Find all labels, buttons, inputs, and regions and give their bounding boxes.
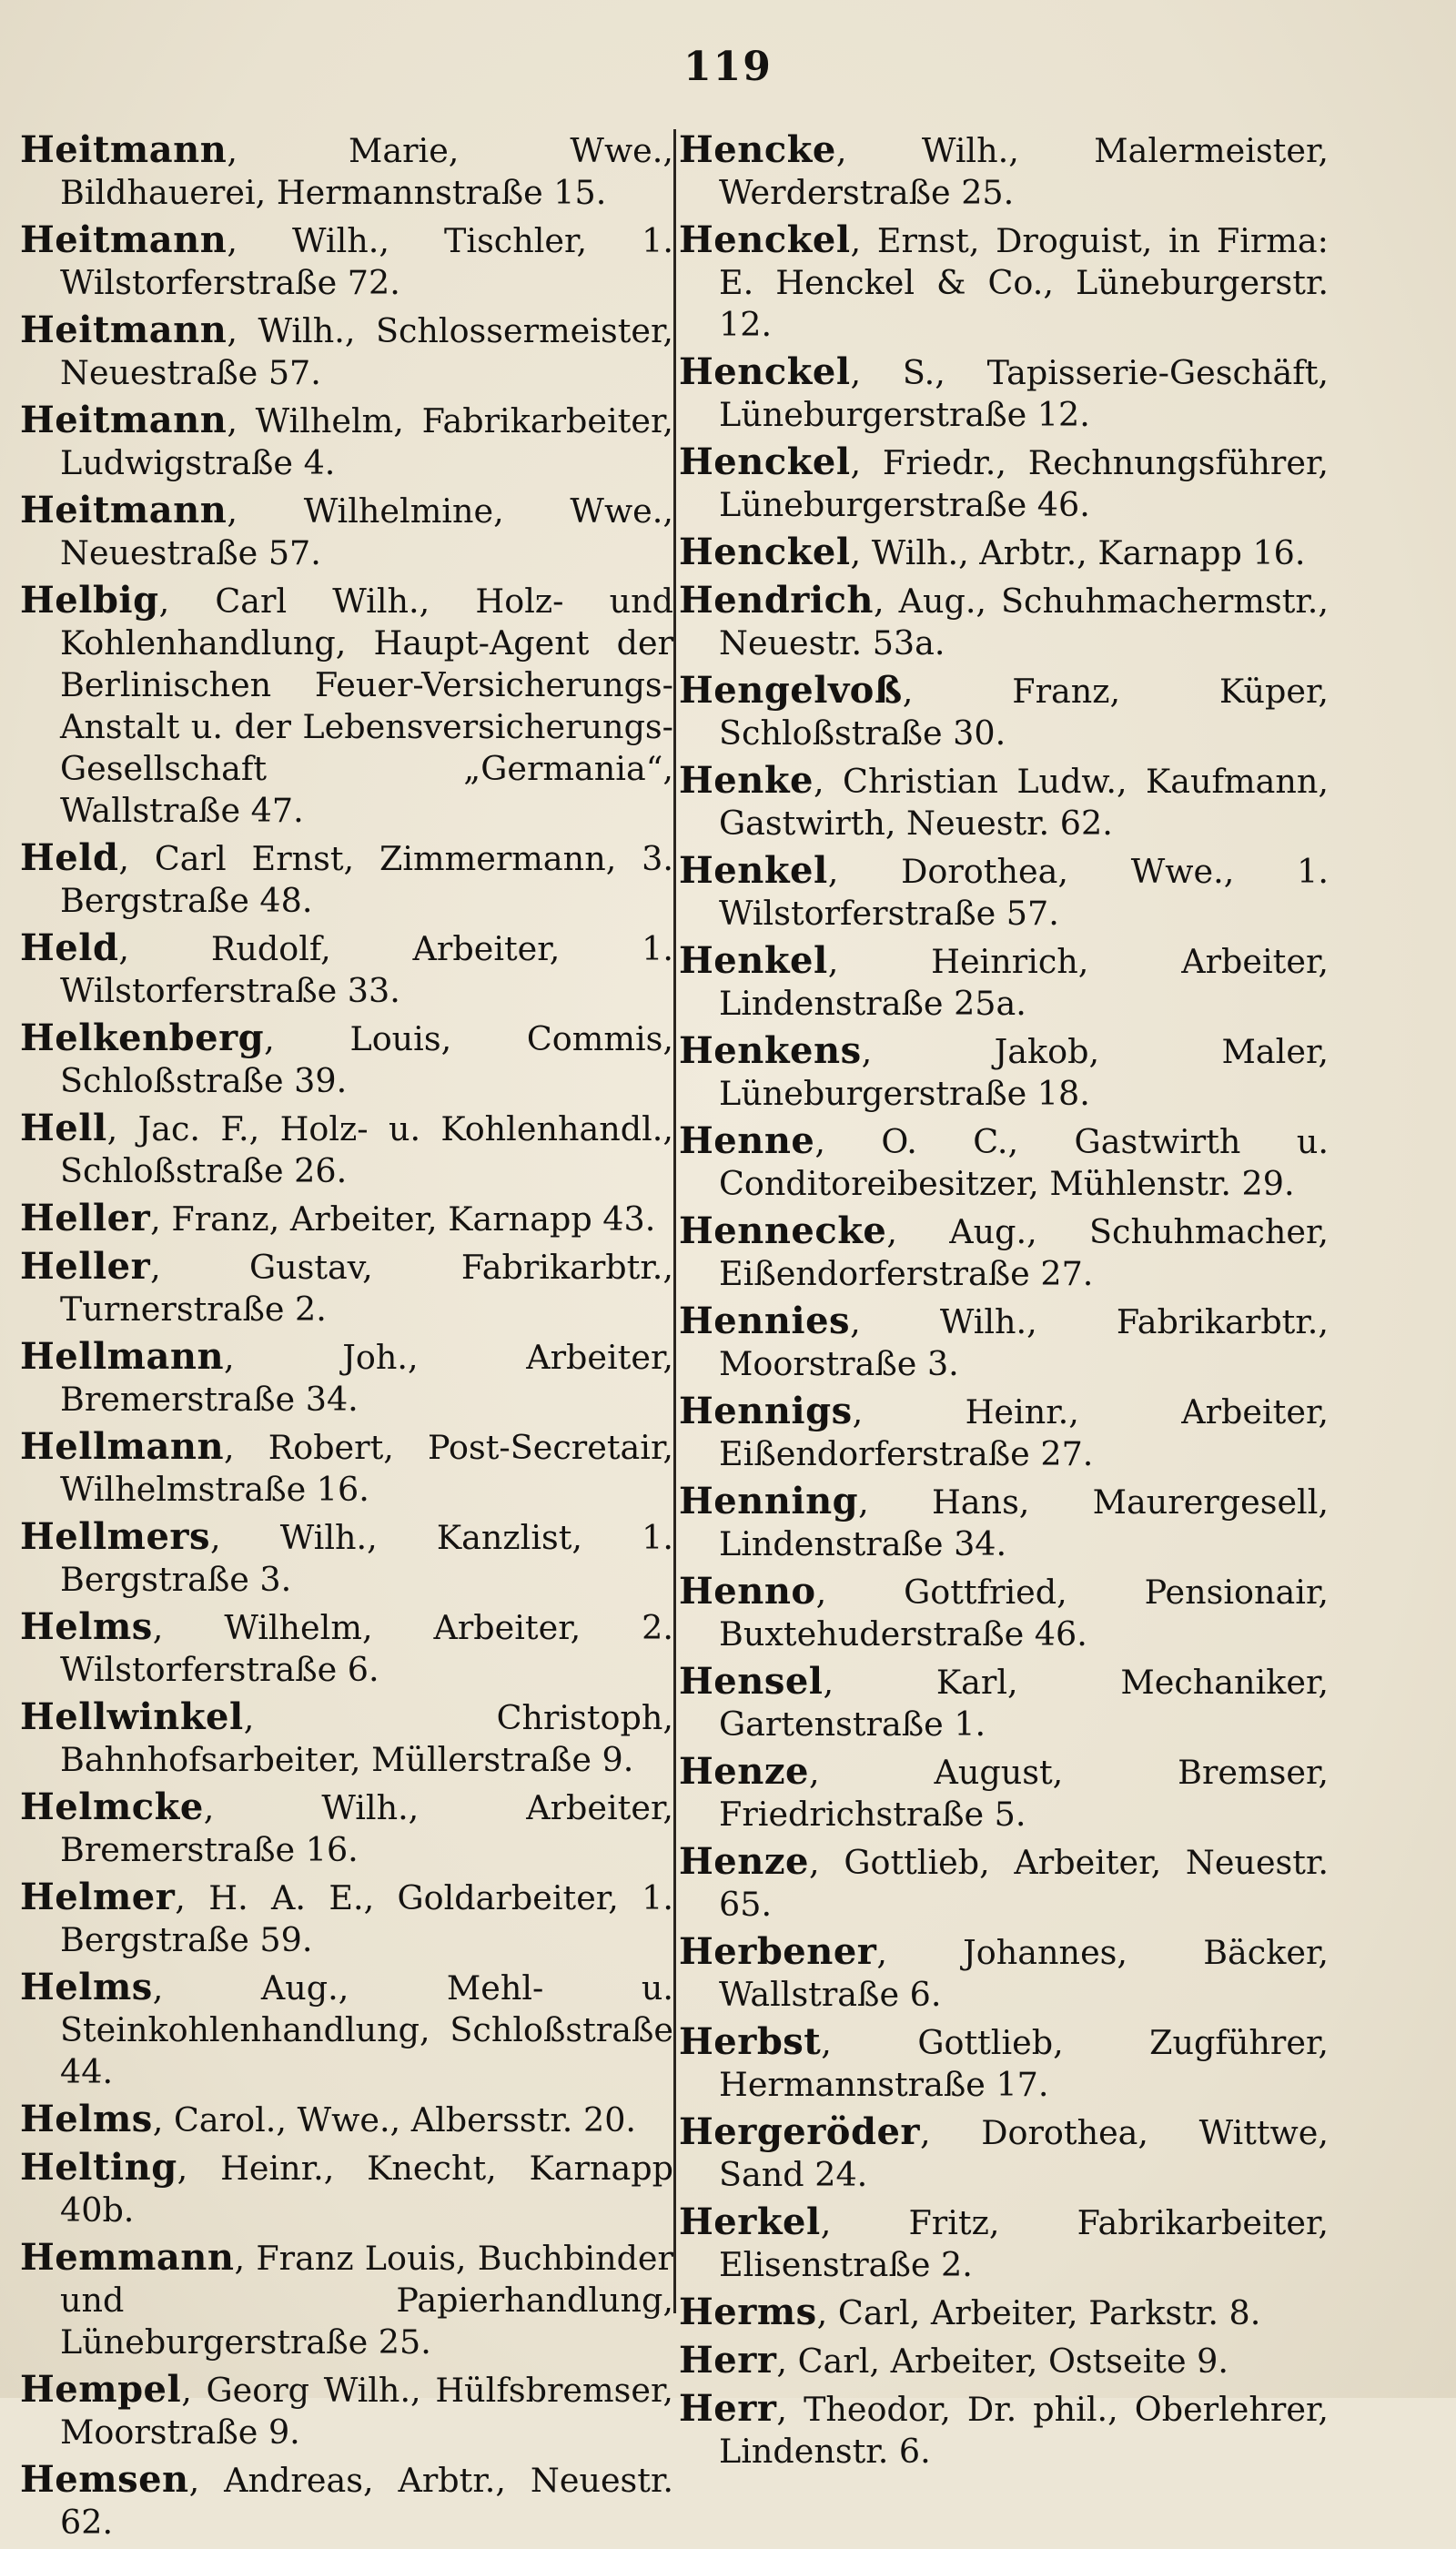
entry-surname: Heitmann — [20, 218, 228, 261]
directory-entry: Hemmann, Franz Louis, Buchbinder und Papierhandlung, Lüneburgerstraße 25. — [20, 2236, 673, 2362]
entry-surname: Hergeröder — [679, 2110, 920, 2153]
left-column — [20, 129, 673, 2549]
directory-entry: Held, Carl Ernst, Zimmermann, 3. Bergstraße 48. — [20, 836, 673, 920]
entry-details: Carl, Arbeiter, Parkstr. 8. — [837, 2293, 1261, 2332]
entry-details: Dorothea, Wwe., 1. Wilstorferstraße 57. — [719, 852, 1329, 933]
entry-details: Wilh., Fabrikarbtr., Moorstraße 3. — [719, 1302, 1329, 1383]
page-number: 119 — [683, 44, 773, 90]
directory-entry: Heitmann, Marie, Wwe., Bildhauerei, Hermannstraße 15. — [20, 128, 673, 212]
entry-surname: Hellwinkel — [20, 1695, 244, 1738]
entry-surname: Held — [20, 836, 119, 879]
entry-surname: Herkel — [679, 2200, 821, 2243]
entry-surname: Helms — [20, 1605, 153, 1648]
directory-entry: Helms, Wilhelm, Arbeiter, 2. Wilstorferstraße 6. — [20, 1605, 673, 1689]
entry-details: H. A. E., Goldarbeiter, 1. Bergstraße 59. — [60, 1878, 673, 1959]
entry-surname: Herbener — [679, 1930, 877, 1973]
directory-entry: Hellmers, Wilh., Kanzlist, 1. Bergstraße 3. — [20, 1515, 673, 1599]
directory-entry: Heller, Franz, Arbeiter, Karnapp 43. — [20, 1197, 656, 1239]
entry-details: Georg Wilh., Hülfsbremser, Moorstraße 9. — [60, 2371, 673, 2452]
entry-surname: Hell — [20, 1107, 107, 1149]
directory-entry: Helbig, Carl Wilh., Holz- und Kohlenhandlung, Haupt-Agent der Berlinischen Feuer-Versicherungs-Anstalt u. der Lebensversicherungs-Gesellschaft „Germania“, Wallstraße 47. — [20, 579, 673, 830]
entry-surname: Hengelvoß — [679, 669, 903, 712]
entry-surname: Helbig — [20, 579, 159, 622]
column-divider — [673, 129, 676, 2313]
entry-details: Carl Ernst, Zimmermann, 3. Bergstraße 48. — [60, 839, 673, 920]
entry-details: Robert, Post-Secretair, Wilhelmstraße 16. — [60, 1428, 673, 1509]
directory-entry: Helkenberg, Louis, Commis, Schloßstraße 39. — [20, 1017, 673, 1100]
entry-surname: Hemmann — [20, 2236, 235, 2279]
entry-surname: Herr — [679, 2339, 777, 2382]
entry-details: Gottfried, Pensionair, Buxtehuderstraße 46. — [719, 1573, 1329, 1654]
directory-entry: Hendrich, Aug., Schuhmachermstr., Neuestr. 53a. — [679, 579, 1329, 663]
directory-entry: Herbener, Johannes, Bäcker, Wallstraße 6. — [679, 1930, 1329, 2014]
entry-details: Franz Louis, Buchbinder und Papierhandlung, Lüneburgerstraße 25. — [60, 2239, 673, 2362]
directory-entry: Henckel, Ernst, Droguist, in Firma: E. Henckel & Co., Lüneburgerstr. 12. — [679, 218, 1329, 344]
directory-entry: Heitmann, Wilh., Schlossermeister, Neuestraße 57. — [20, 309, 673, 392]
directory-entry: Henke, Christian Ludw., Kaufmann, Gastwirth, Neuestr. 62. — [679, 759, 1329, 843]
entry-details: Gottlieb, Arbeiter, Neuestr. 65. — [719, 1843, 1329, 1924]
directory-entry: Heitmann, Wilhelmine, Wwe., Neuestraße 57. — [20, 489, 673, 572]
entry-details: Friedr., Rechnungsführer, Lüneburgerstraße 46. — [719, 443, 1329, 524]
entry-surname: Henkel — [679, 849, 828, 892]
entry-details: Wilh., Schlossermeister, Neuestraße 57. — [60, 311, 673, 392]
entry-details: Fritz, Fabrikarbeiter, Elisenstraße 2. — [719, 2203, 1329, 2284]
directory-entry: Helmer, H. A. E., Goldarbeiter, 1. Bergstraße 59. — [20, 1876, 673, 1959]
entry-surname: Heitmann — [20, 489, 228, 531]
entry-surname: Hellmann — [20, 1425, 225, 1468]
entry-surname: Henke — [679, 759, 814, 802]
entry-surname: Helmer — [20, 1876, 176, 1918]
directory-entry: Helms, Aug., Mehl- u. Steinkohlenhandlung, Schloßstraße 44. — [20, 1966, 673, 2091]
entry-surname: Hennecke — [679, 1209, 887, 1252]
entry-surname: Helting — [20, 2146, 177, 2189]
entry-details: Wilh., Tischler, 1. Wilstorferstraße 72. — [60, 221, 673, 302]
entry-details: Wilh., Arbeiter, Bremerstraße 16. — [60, 1788, 673, 1869]
entry-details: Aug., Mehl- u. Steinkohlenhandlung, Schloßstraße 44. — [60, 1968, 673, 2091]
directory-entry: Hencke, Wilh., Malermeister, Werderstraße 25. — [679, 128, 1329, 212]
entry-details: Franz, Arbeiter, Karnapp 43. — [171, 1199, 656, 1239]
directory-entry: Henze, Gottlieb, Arbeiter, Neuestr. 65. — [679, 1840, 1329, 1924]
directory-entry: Henckel, Wilh., Arbtr., Karnapp 16. — [679, 531, 1306, 573]
entry-details: Carl Wilh., Holz- und Kohlenhandlung, Haupt-Agent der Berlinischen Feuer-Versicherungs-Anstalt u. der Lebensversicherungs-Gesellschaft „Germania“, Wallstraße 47. — [60, 582, 673, 830]
directory-entry: Henkel, Dorothea, Wwe., 1. Wilstorferstraße 57. — [679, 849, 1329, 933]
directory-entry: Hemsen, Andreas, Arbtr., Neuestr. 62. — [20, 2458, 673, 2542]
directory-entry: Hengelvoß, Franz, Küper, Schloßstraße 30. — [679, 669, 1329, 753]
entry-surname: Helms — [20, 2098, 153, 2140]
entry-details: Andreas, Arbtr., Neuestr. 62. — [60, 2461, 673, 2542]
entry-surname: Henckel — [679, 218, 851, 261]
entry-details: Johannes, Bäcker, Wallstraße 6. — [719, 1933, 1329, 2014]
entry-surname: Henkens — [679, 1029, 862, 1072]
directory-entry: Hennecke, Aug., Schuhmacher, Eißendorferstraße 27. — [679, 1209, 1329, 1293]
entry-surname: Heitmann — [20, 128, 228, 171]
entry-surname: Hellmann — [20, 1335, 225, 1378]
right-column — [679, 129, 1329, 2478]
directory-entry: Helting, Heinr., Knecht, Karnapp 40b. — [20, 2146, 673, 2230]
entry-details: Aug., Schuhmacher, Eißendorferstraße 27. — [719, 1212, 1329, 1293]
entry-surname: Helkenberg — [20, 1017, 265, 1059]
entry-details: S., Tapisserie-Geschäft, Lüneburgerstraße 12. — [719, 353, 1329, 434]
entry-surname: Helmcke — [20, 1785, 204, 1828]
directory-entry: Hensel, Karl, Mechaniker, Gartenstraße 1. — [679, 1660, 1329, 1744]
directory-entry: Henze, August, Bremser, Friedrichstraße 5. — [679, 1750, 1329, 1834]
entry-details: Carl, Arbeiter, Ostseite 9. — [797, 2342, 1229, 2381]
directory-entry: Henning, Hans, Maurergesell, Lindenstraße 34. — [679, 1480, 1329, 1563]
entry-surname: Heller — [20, 1245, 151, 1288]
directory-entry: Helms, Carol., Wwe., Albersstr. 20. — [20, 2098, 637, 2140]
directory-entry: Heitmann, Wilh., Tischler, 1. Wilstorferstraße 72. — [20, 218, 673, 302]
entry-surname: Hemsen — [20, 2458, 189, 2501]
entry-surname: Henckel — [679, 350, 851, 393]
directory-entry: Henckel, Friedr., Rechnungsführer, Lüneburgerstraße 46. — [679, 440, 1329, 524]
entry-details: Aug., Schuhmachermstr., Neuestr. 53a. — [719, 582, 1329, 663]
entry-details: Heinr., Arbeiter, Eißendorferstraße 27. — [719, 1392, 1329, 1473]
entry-surname: Hennies — [679, 1300, 851, 1342]
directory-entry: Heller, Gustav, Fabrikarbtr., Turnerstraße 2. — [20, 1245, 673, 1329]
entry-surname: Hendrich — [679, 579, 874, 622]
directory-entry: Hennigs, Heinr., Arbeiter, Eißendorferstraße 27. — [679, 1390, 1329, 1473]
directory-entry: Herbst, Gottlieb, Zugführer, Hermannstraße 17. — [679, 2020, 1329, 2104]
directory-entry: Henckel, S., Tapisserie-Geschäft, Lüneburgerstraße 12. — [679, 350, 1329, 434]
directory-entry: Hellmann, Joh., Arbeiter, Bremerstraße 34. — [20, 1335, 673, 1419]
entry-details: Marie, Wwe., Bildhauerei, Hermannstraße 15. — [60, 131, 673, 212]
entry-details: Jac. F., Holz- u. Kohlenhandl., Schloßstraße 26. — [60, 1109, 673, 1190]
directory-entry: Henkens, Jakob, Maler, Lüneburgerstraße 18. — [679, 1029, 1329, 1113]
entry-details: Dorothea, Wittwe, Sand 24. — [719, 2113, 1329, 2194]
entry-details: Christian Ludw., Kaufmann, Gastwirth, Neuestr. 62. — [719, 762, 1329, 843]
directory-entry: Heitmann, Wilhelm, Fabrikarbeiter, Ludwigstraße 4. — [20, 399, 673, 482]
entry-surname: Hensel — [679, 1660, 824, 1703]
entry-details: Franz, Küper, Schloßstraße 30. — [719, 672, 1329, 753]
entry-surname: Hencke — [679, 128, 836, 171]
entry-details: Heinr., Knecht, Karnapp 40b. — [60, 2149, 673, 2230]
entry-details: O. C., Gastwirth u. Conditoreibesitzer, Mühlenstr. 29. — [719, 1122, 1329, 1203]
directory-entry: Herr, Theodor, Dr. phil., Oberlehrer, Lindenstr. 6. — [679, 2387, 1329, 2471]
entry-details: Jakob, Maler, Lüneburgerstraße 18. — [719, 1032, 1329, 1113]
entry-surname: Hennigs — [679, 1390, 853, 1432]
entry-surname: Henno — [679, 1570, 816, 1613]
entry-details: Wilhelmine, Wwe., Neuestraße 57. — [60, 491, 673, 572]
entry-surname: Helms — [20, 1966, 153, 2008]
entry-surname: Henning — [679, 1480, 859, 1522]
entry-details: Rudolf, Arbeiter, 1. Wilstorferstraße 33. — [60, 929, 673, 1010]
directory-entry: Hergeröder, Dorothea, Wittwe, Sand 24. — [679, 2110, 1329, 2194]
entry-surname: Hempel — [20, 2368, 182, 2411]
directory-entry: Henkel, Heinrich, Arbeiter, Lindenstraße 25a. — [679, 939, 1329, 1023]
entry-details: Wilh., Arbtr., Karnapp 16. — [871, 533, 1306, 572]
entry-details: Wilhelm, Fabrikarbeiter, Ludwigstraße 4. — [60, 401, 673, 482]
entry-surname: Henkel — [679, 939, 828, 982]
directory-entry: Henno, Gottfried, Pensionair, Buxtehuderstraße 46. — [679, 1570, 1329, 1654]
entry-details: August, Bremser, Friedrichstraße 5. — [719, 1753, 1329, 1834]
entry-details: Christoph, Bahnhofsarbeiter, Müllerstraße 9. — [60, 1698, 673, 1779]
entry-details: Wilh., Malermeister, Werderstraße 25. — [719, 131, 1329, 212]
entry-details: Wilh., Kanzlist, 1. Bergstraße 3. — [60, 1518, 673, 1599]
entry-details: Heinrich, Arbeiter, Lindenstraße 25a. — [719, 942, 1329, 1023]
entry-details: Ernst, Droguist, in Firma: E. Henckel & Co., Lüneburgerstr. 12. — [719, 221, 1329, 344]
directory-entry: Herr, Carl, Arbeiter, Ostseite 9. — [679, 2339, 1229, 2382]
entry-surname: Heitmann — [20, 309, 228, 351]
directory-entry: Hennies, Wilh., Fabrikarbtr., Moorstraße 3. — [679, 1300, 1329, 1383]
directory-entry: Hellwinkel, Christoph, Bahnhofsarbeiter, Müllerstraße 9. — [20, 1695, 673, 1779]
entry-details: Joh., Arbeiter, Bremerstraße 34. — [60, 1338, 673, 1419]
entry-details: Gottlieb, Zugführer, Hermannstraße 17. — [719, 2023, 1329, 2104]
entry-surname: Henckel — [679, 440, 851, 483]
directory-entry: Herms, Carl, Arbeiter, Parkstr. 8. — [679, 2291, 1261, 2333]
directory-entry: Hempel, Georg Wilh., Hülfsbremser, Moorstraße 9. — [20, 2368, 673, 2452]
entry-surname: Heitmann — [20, 399, 228, 441]
entry-details: Gustav, Fabrikarbtr., Turnerstraße 2. — [60, 1248, 673, 1329]
entry-details: Karl, Mechaniker, Gartenstraße 1. — [719, 1663, 1329, 1744]
entry-surname: Henze — [679, 1840, 809, 1883]
entry-details: Theodor, Dr. phil., Oberlehrer, Lindenstr. 6. — [719, 2390, 1329, 2471]
entry-surname: Hellmers — [20, 1515, 210, 1558]
directory-entry: Henne, O. C., Gastwirth u. Conditoreibesitzer, Mühlenstr. 29. — [679, 1119, 1329, 1203]
entry-surname: Henne — [679, 1119, 815, 1162]
directory-entry: Held, Rudolf, Arbeiter, 1. Wilstorferstraße 33. — [20, 926, 673, 1010]
entry-surname: Herbst — [679, 2020, 822, 2063]
entry-details: Wilhelm, Arbeiter, 2. Wilstorferstraße 6. — [60, 1608, 673, 1689]
entry-surname: Henckel — [679, 531, 851, 573]
directory-entry: Hellmann, Robert, Post-Secretair, Wilhelmstraße 16. — [20, 1425, 673, 1509]
directory-entry: Herkel, Fritz, Fabrikarbeiter, Elisenstraße 2. — [679, 2200, 1329, 2284]
entry-surname: Heller — [20, 1197, 151, 1239]
entry-surname: Held — [20, 926, 119, 969]
entry-details: Hans, Maurergesell, Lindenstraße 34. — [719, 1482, 1329, 1563]
directory-entry: Hell, Jac. F., Holz- u. Kohlenhandl., Schloßstraße 26. — [20, 1107, 673, 1190]
directory-entry: Helmcke, Wilh., Arbeiter, Bremerstraße 16. — [20, 1785, 673, 1869]
entry-details: Louis, Commis, Schloßstraße 39. — [60, 1019, 673, 1100]
entry-surname: Herms — [679, 2291, 817, 2333]
entry-details: Carol., Wwe., Albersstr. 20. — [174, 2100, 637, 2139]
entry-surname: Herr — [679, 2387, 777, 2430]
entry-surname: Henze — [679, 1750, 809, 1793]
